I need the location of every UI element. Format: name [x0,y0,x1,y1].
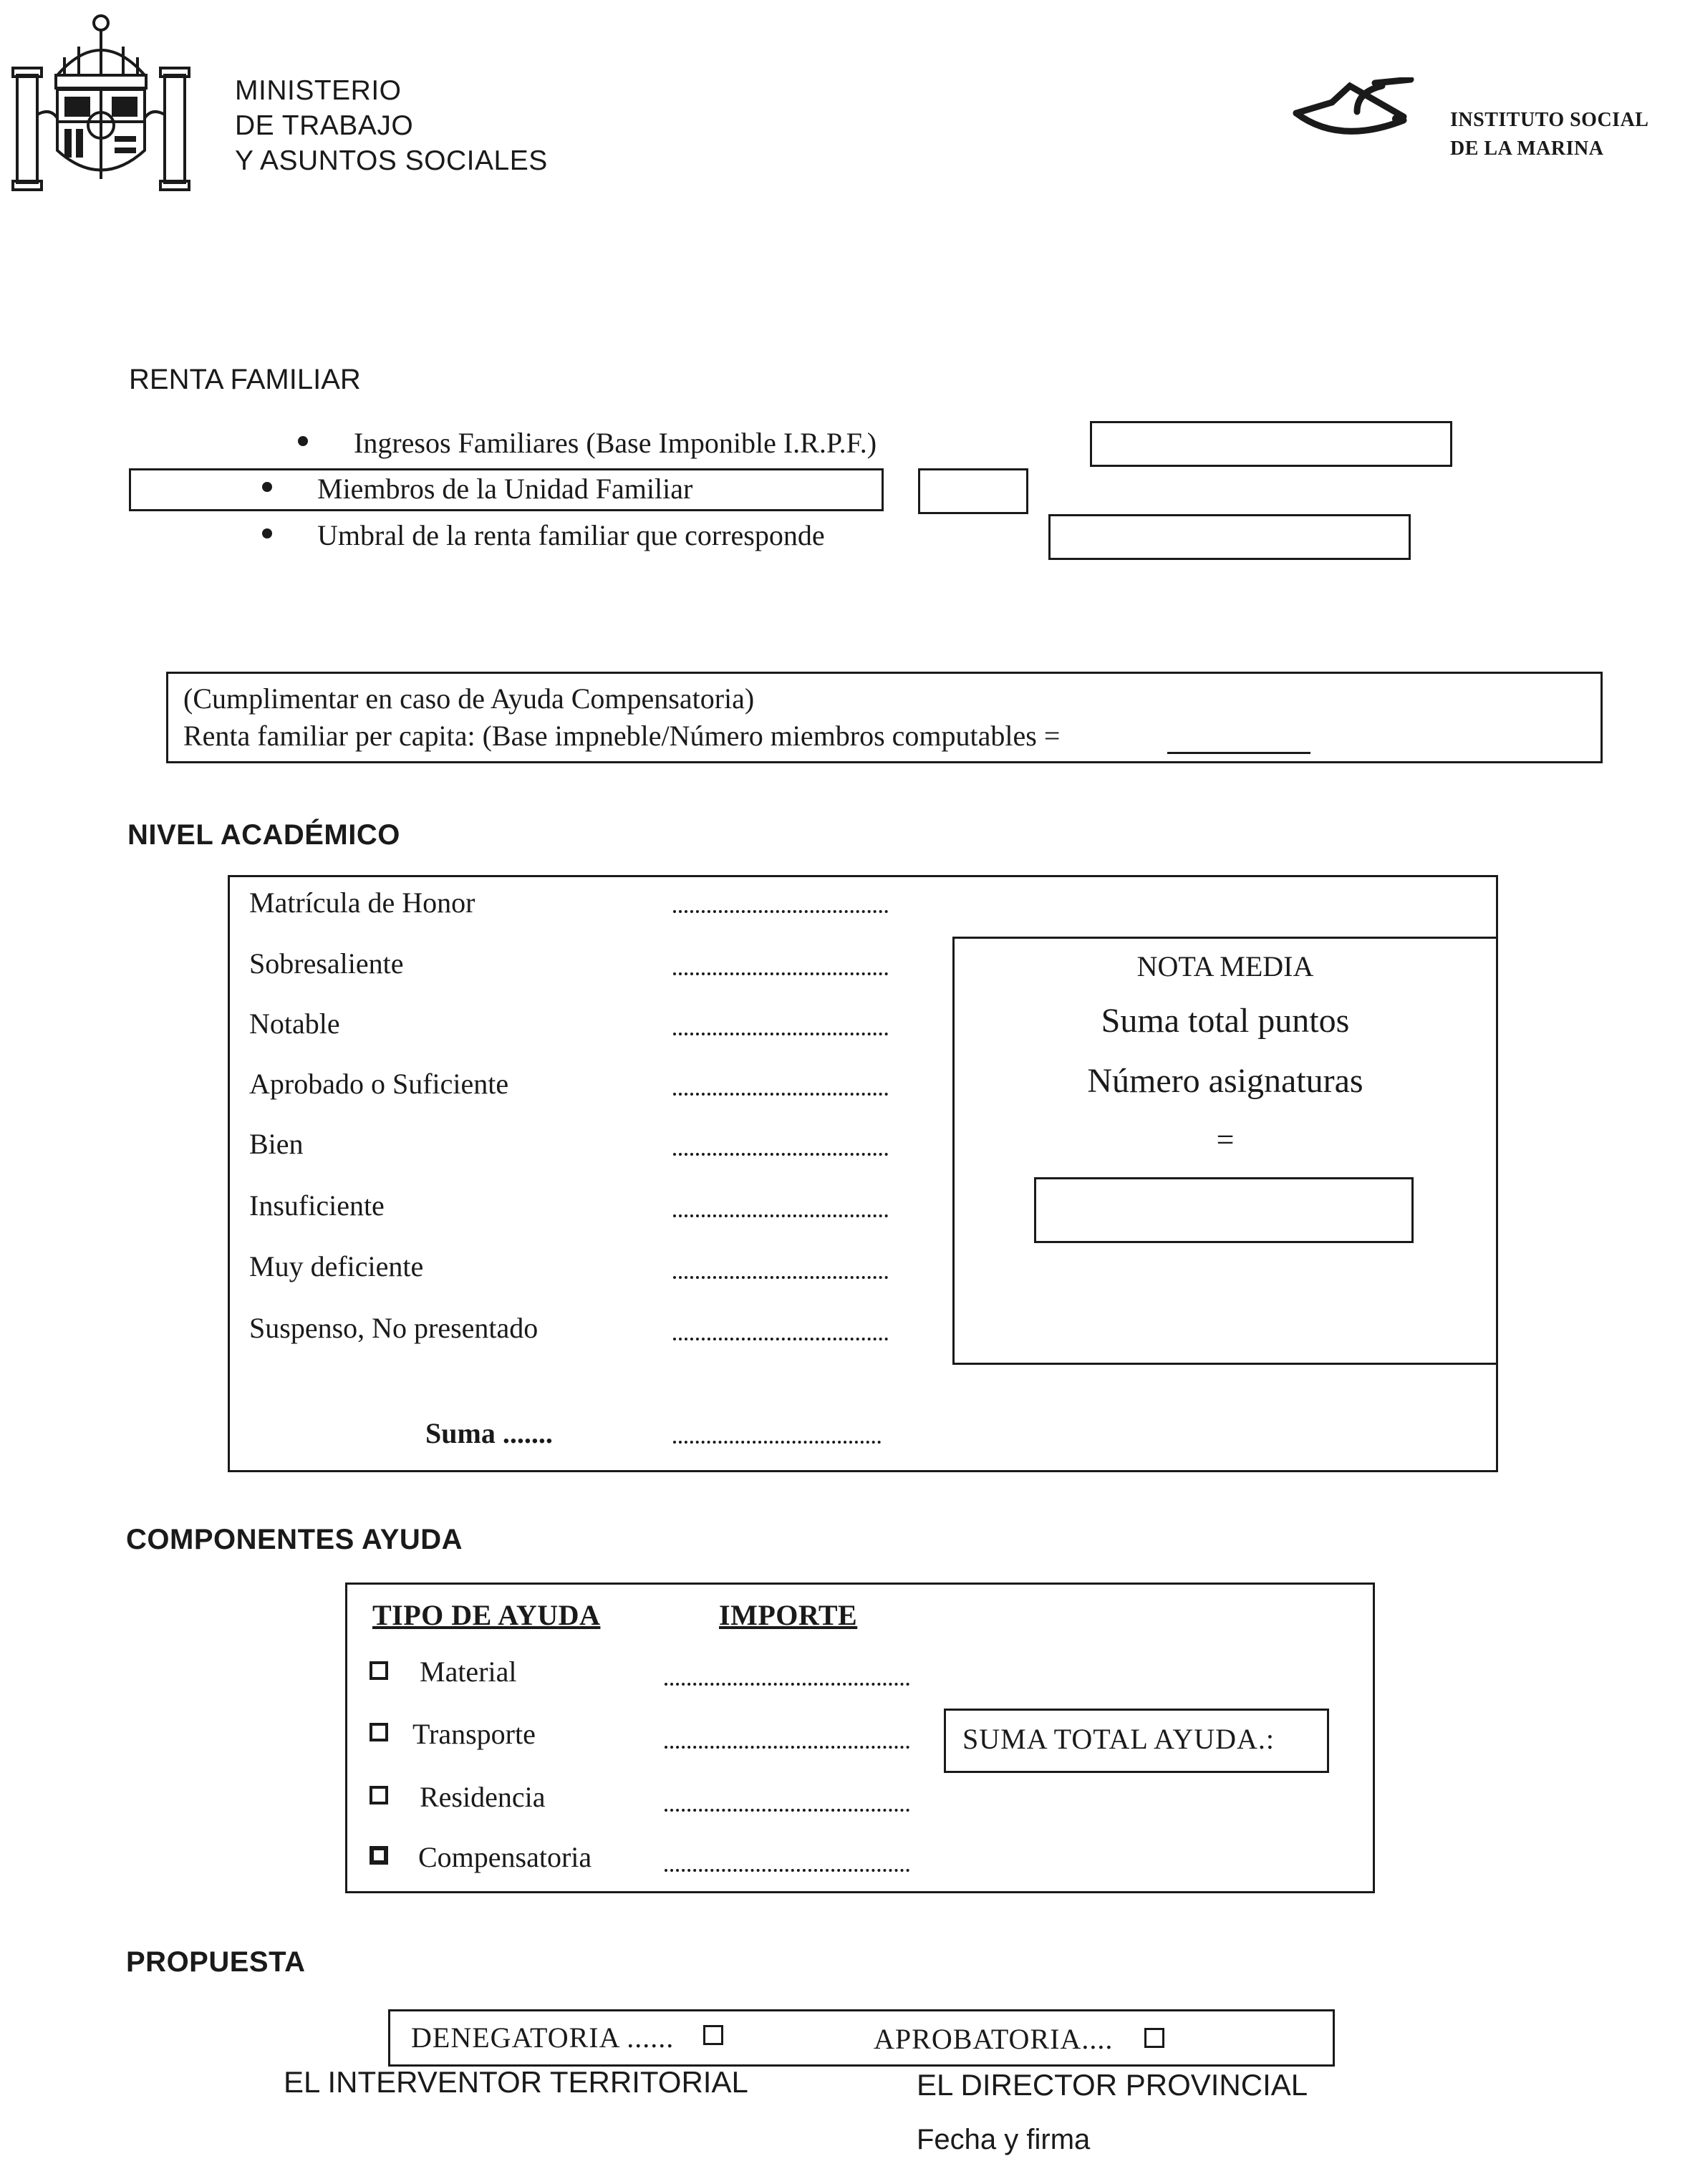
residencia-checkbox[interactable] [370,1786,388,1804]
grade-label: Aprobado o Suficiente [249,1068,509,1100]
bullet [262,482,272,492]
grade-label: Insuficiente [249,1189,385,1222]
suma-value-field[interactable] [673,1441,881,1444]
ministry-line-1: MINISTERIO [235,75,402,106]
grade-label: Notable [249,1008,340,1040]
bullet [262,528,272,538]
nivel-academico-heading: NIVEL ACADÉMICO [127,819,400,851]
nota-media-equals: = [1216,1122,1235,1157]
componentes-ayuda-heading: COMPONENTES AYUDA [126,1524,463,1555]
fish-logo-icon [1289,77,1425,156]
ingresos-label: Ingresos Familiares (Base Imponible I.R.P.F.) [354,427,877,459]
nota-media-field[interactable] [1034,1177,1414,1243]
grade-value-field[interactable] [673,1033,888,1035]
director-label: EL DIRECTOR PROVINCIAL [917,2068,1308,2102]
nota-media-numerator: Suma total puntos [1101,1002,1350,1040]
importe-header: IMPORTE [719,1599,858,1631]
ministry-crest [7,7,195,195]
umbral-label: Umbral de la renta familiar que corresponde [317,519,825,551]
grade-value-field[interactable] [673,1153,888,1156]
institute-logo [1289,77,1425,156]
grade-value-field[interactable] [673,1276,888,1279]
material-label: Material [420,1656,517,1688]
grade-label: Muy deficiente [249,1250,424,1282]
transporte-importe-field[interactable] [665,1746,909,1749]
institute-name [1450,106,1648,163]
bullet [298,436,308,446]
grade-label: Suspenso, No presentado [249,1312,539,1344]
institute-line-1: INSTITUTO SOCIAL [1450,109,1649,131]
material-importe-field[interactable] [665,1683,909,1686]
interventor-label: EL INTERVENTOR TERRITORIAL [284,2065,748,2099]
grade-value-field[interactable] [673,1093,888,1096]
denegatoria-label: DENEGATORIA ...... [411,2021,675,2054]
tipo-ayuda-header: TIPO DE AYUDA [372,1599,601,1631]
grade-value-field[interactable] [673,972,888,975]
denegatoria-checkbox[interactable] [703,2025,723,2045]
institute-line-2: DE LA MARINA [1450,137,1604,160]
miembros-field[interactable] [918,468,1028,514]
per-capita-field[interactable] [1167,752,1310,754]
grade-label: Sobresaliente [249,947,404,980]
coat-of-arms-icon [7,7,195,195]
grade-label: Bien [249,1128,304,1160]
compensatoria-checkbox[interactable] [370,1846,388,1865]
nota-media-title: NOTA MEDIA [1136,950,1314,982]
grade-value-field[interactable] [673,910,888,913]
per-capita-label: Renta familiar per capita: (Base impneble/Número miembros computables = [183,720,1061,752]
compensatoria-label: Compensatoria [418,1841,592,1873]
transporte-checkbox[interactable] [370,1723,388,1741]
fecha-firma-label: Fecha y firma [917,2124,1091,2155]
propuesta-heading: PROPUESTA [126,1946,306,1978]
aprobatoria-label: APROBATORIA.... [874,2023,1114,2055]
material-checkbox[interactable] [370,1661,388,1680]
suma-label: Suma ....... [425,1417,553,1449]
compensatoria-note-line1: (Cumplimentar en caso de Ayuda Compensatoria) [183,682,755,715]
suma-total-ayuda-label: SUMA TOTAL AYUDA.: [962,1723,1275,1755]
ministry-name [235,73,548,178]
miembros-label: Miembros de la Unidad Familiar [317,473,693,505]
renta-familiar-heading: RENTA FAMILIAR [129,364,361,395]
grade-value-field[interactable] [673,1214,888,1217]
grade-label: Matrícula de Honor [249,886,475,919]
compensatoria-importe-field[interactable] [665,1869,909,1872]
ministry-line-2: DE TRABAJO [235,110,414,141]
residencia-importe-field[interactable] [665,1809,909,1812]
residencia-label: Residencia [420,1781,546,1813]
grade-value-field[interactable] [673,1338,888,1340]
umbral-field[interactable] [1048,514,1411,560]
ministry-line-3: Y ASUNTOS SOCIALES [235,145,548,176]
nota-media-denominator: Número asignaturas [1087,1062,1363,1100]
ingresos-field[interactable] [1090,421,1452,467]
transporte-label: Transporte [412,1718,536,1750]
aprobatoria-checkbox[interactable] [1144,2028,1164,2048]
